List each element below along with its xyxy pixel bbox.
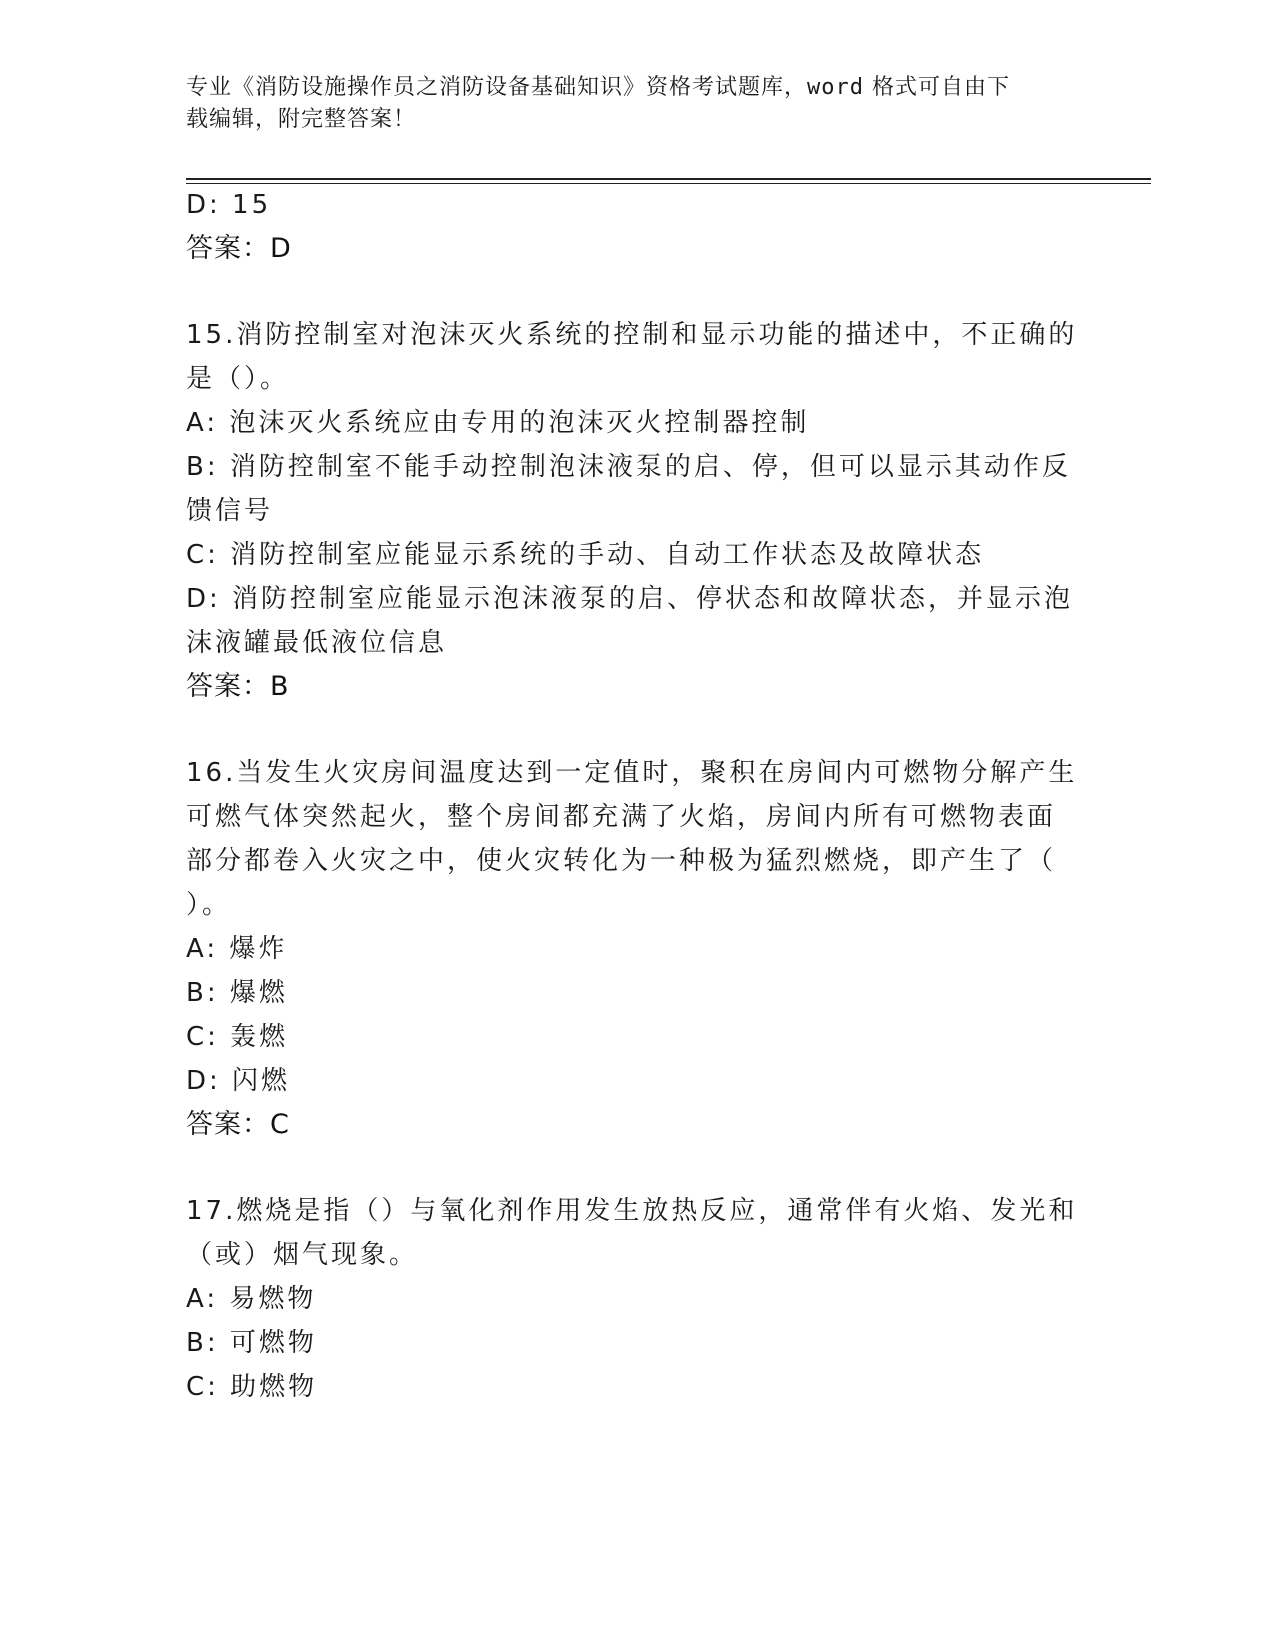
q15-option-b-line-1: B: 消防控制室不能手动控制泡沫液泵的启、停，但可以显示其动作反 <box>186 452 1071 482</box>
q16-option-c: C: 轰燃 <box>186 1022 289 1052</box>
q16-option-a: A: 爆炸 <box>186 934 288 964</box>
prev-answer: 答案：D <box>186 233 292 264</box>
header-text-part2: 格式可自由下 <box>864 75 1010 100</box>
q16-answer: 答案：C <box>186 1109 290 1140</box>
header-divider-thick <box>186 178 1151 180</box>
q16-option-d: D: 闪燃 <box>186 1066 291 1096</box>
q17-option-a: A: 易燃物 <box>186 1284 317 1314</box>
q15-stem-line-1: 15.消防控制室对泡沫灭火系统的控制和显示功能的描述中，不正确的 <box>186 320 1078 350</box>
q17-option-b: B: 可燃物 <box>186 1328 317 1358</box>
q16-stem-line-2: 可燃气体突然起火，整个房间都充满了火焰，房间内所有可燃物表面 <box>186 802 1057 832</box>
q15-option-d-line-1: D: 消防控制室应能显示泡沫液泵的启、停状态和故障状态，并显示泡 <box>186 584 1074 614</box>
q17-stem-line-2: （或）烟气现象。 <box>186 1240 419 1270</box>
prev-option-d: D: 15 <box>186 190 272 220</box>
q15-stem-line-2: 是（）。 <box>186 364 290 394</box>
header-line-2: 载编辑，附完整答案！ <box>186 107 417 132</box>
q16-stem-line-1: 16.当发生火灾房间温度达到一定值时，聚积在房间内可燃物分解产生 <box>186 758 1078 788</box>
q15-option-a: A: 泡沫灭火系统应由专用的泡沫灭火控制器控制 <box>186 408 810 438</box>
header-text-word: word <box>807 75 864 100</box>
header-line-1 <box>186 72 1066 104</box>
header-divider-thin <box>186 183 1151 184</box>
q17-stem-line-1: 17.燃烧是指（）与氧化剂作用发生放热反应，通常伴有火焰、发光和 <box>186 1196 1078 1226</box>
q15-option-c: C: 消防控制室应能显示系统的手动、自动工作状态及故障状态 <box>186 540 985 570</box>
header-text-part1: 专业《消防设施操作员之消防设备基础知识》资格考试题库， <box>186 75 808 100</box>
page-header <box>186 72 1066 136</box>
q15-option-d-line-2: 沫液罐最低液位信息 <box>186 628 448 658</box>
q16-stem-line-4: ）。 <box>186 890 232 920</box>
q16-option-b: B: 爆燃 <box>186 978 288 1008</box>
q16-stem-line-3: 部分都卷入火灾之中，使火灾转化为一种极为猛烈燃烧，即产生了（ <box>186 846 1057 876</box>
q15-option-b-line-2: 馈信号 <box>186 496 274 526</box>
q15-answer: 答案：B <box>186 671 290 702</box>
q17-option-c: C: 助燃物 <box>186 1372 318 1402</box>
